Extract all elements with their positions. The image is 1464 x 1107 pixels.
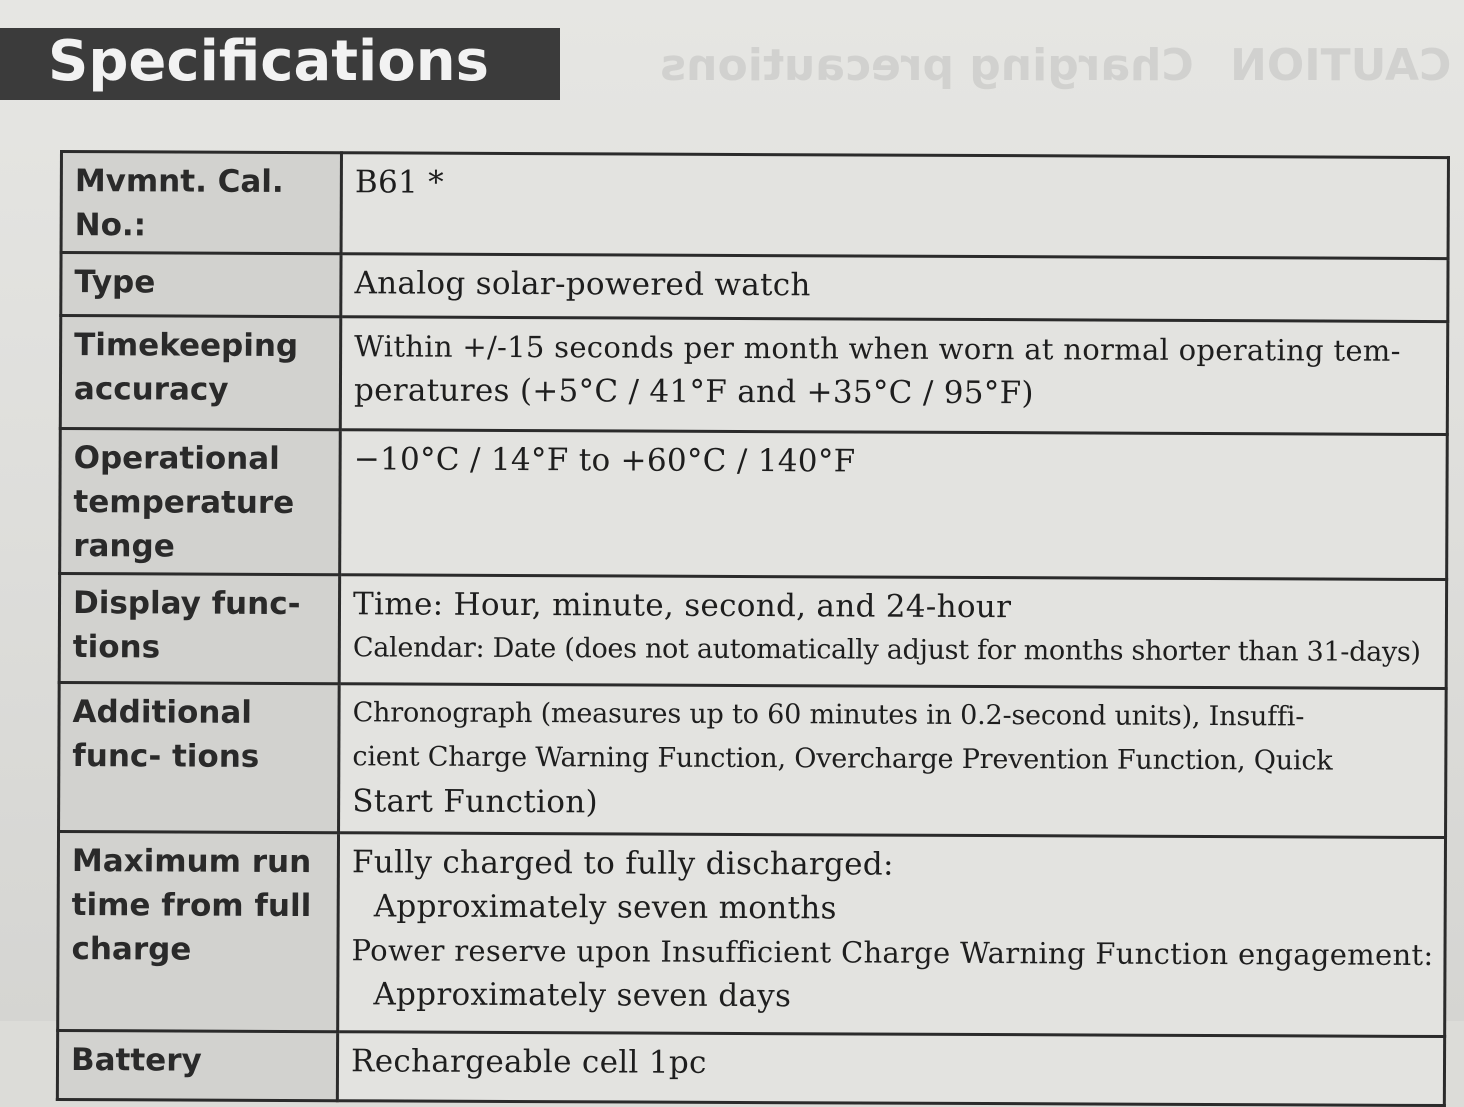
table-row [60, 429, 1448, 580]
spec-label: Display func- tions [59, 574, 340, 684]
specifications-table [56, 150, 1450, 1107]
spec-value-line: Approximately seven days [373, 976, 792, 1015]
table-row [59, 683, 1447, 838]
spec-value [339, 684, 1447, 838]
spec-label: Operational temperature range [60, 429, 341, 575]
spec-value [340, 430, 1448, 580]
spec-label: Maximum run time from full charge [58, 832, 339, 1032]
spec-value [341, 153, 1448, 259]
bleed-through-text: Charging precautions [660, 40, 1194, 91]
section-title: Specifications [48, 29, 489, 94]
spec-value-line: Chronograph (measures up to 60 minutes in 0.2-second units), Insuffi- [352, 697, 1305, 733]
spec-value-line: Within +/-15 seconds per month when worn at normal operating tem- [354, 329, 1401, 368]
spec-label: Battery [57, 1030, 337, 1100]
table-row [60, 316, 1447, 435]
spec-value-line: Power reserve upon Insufficient Charge Warning Function engagement: [351, 933, 1434, 973]
spec-value-line: Approximately seven months [373, 888, 837, 927]
spec-value-line: Calendar: Date (does not automatically adjust for months shorter than 31-days) [352, 632, 1421, 668]
spec-label: Additional func- tions [59, 683, 340, 833]
spec-label: Mvmnt. Cal. No.: [61, 152, 342, 254]
spec-value [338, 833, 1446, 1037]
spec-value-line: Analog solar-powered watch [354, 265, 811, 304]
table-row [57, 1030, 1444, 1105]
section-header-band [0, 28, 560, 100]
spec-value-line: Start Function) [352, 783, 599, 821]
spec-value-line: Time: Hour, minute, second, and 24-hour [353, 586, 1012, 626]
table-row [61, 253, 1448, 322]
spec-label: Timekeeping accuracy [60, 316, 341, 430]
spec-value-line: cient Charge Warning Function, Overcharge Prevention Function, Quick [352, 741, 1333, 777]
spec-value-line: B61 * [354, 164, 445, 201]
table-row [59, 574, 1446, 689]
spec-value-line: peratures (+5°C / 41°F and +35°C / 95°F) [353, 372, 1034, 412]
spec-value-line: Rechargeable cell 1pc [351, 1043, 707, 1081]
table-row [58, 832, 1446, 1037]
spec-value [341, 254, 1448, 322]
spec-value-line: −10°C / 14°F to +60°C / 140°F [353, 441, 856, 480]
spec-value-line: Fully charged to fully discharged: [351, 844, 894, 883]
spec-value [340, 317, 1447, 435]
bleed-through-text: CAUTION [1230, 40, 1452, 91]
spec-value [337, 1032, 1444, 1106]
table-row [61, 152, 1448, 259]
spec-label: Type [61, 253, 341, 317]
spec-value [339, 575, 1446, 689]
